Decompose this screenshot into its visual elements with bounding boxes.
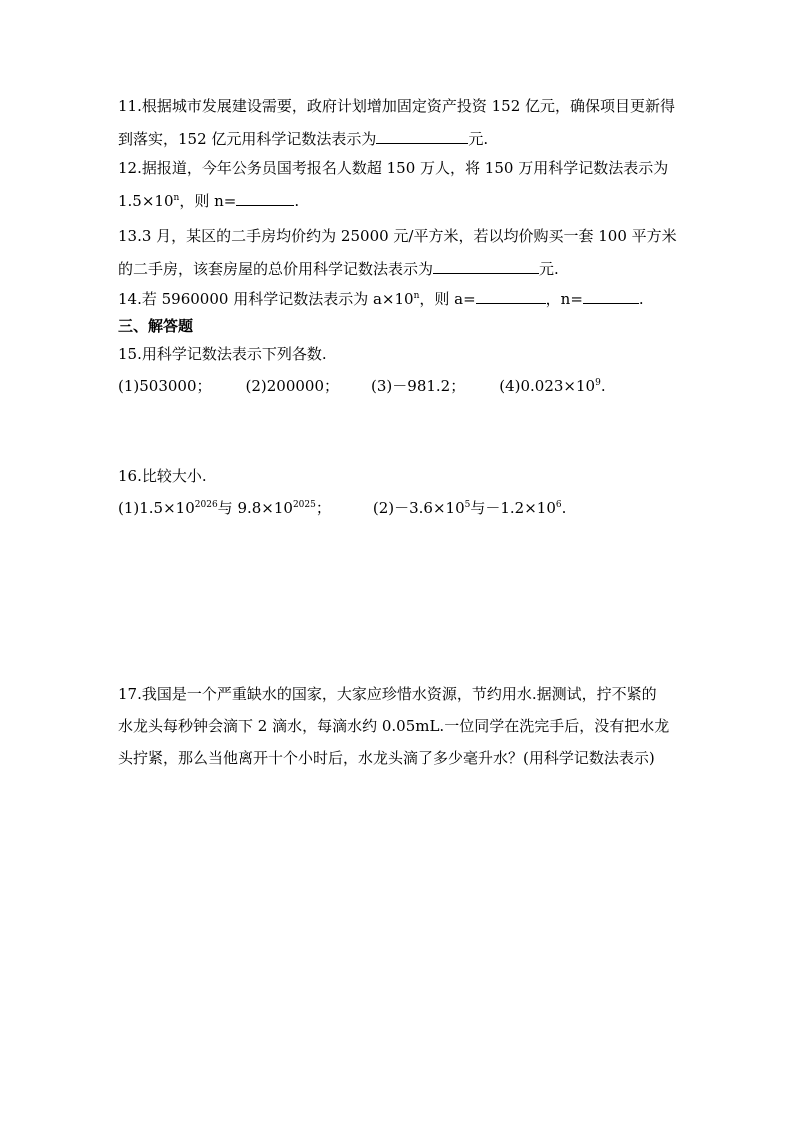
q17-line2: 水龙头每秒钟会滴下 2 滴水，每滴水约 0.05mL.一位同学在洗完手后，没有把水龙 <box>118 717 670 735</box>
q14-n-blank[interactable] <box>583 288 639 304</box>
q14-mid1: ，则 a= <box>419 290 476 308</box>
q11-answer-blank[interactable] <box>376 128 468 144</box>
q16-part1-b: 与 9.8×10 <box>217 499 293 517</box>
q16-parts <box>118 498 566 518</box>
q12-mid: ，则 n= <box>179 192 237 210</box>
q16-part1-exp1: 2026 <box>194 500 218 510</box>
q12-answer-blank[interactable] <box>236 190 294 206</box>
q13-line1: 13.3 月，某区的二手房均价约为 25000 元/平方米，若以均价购买一套 100 平方米 <box>118 227 677 245</box>
q15-part4-period: . <box>600 377 606 395</box>
q14-line <box>118 288 644 309</box>
q11-unit: 元. <box>468 130 489 148</box>
q13-line2-text: 的二手房，该套房屋的总价用科学记数法表示为 <box>118 260 434 278</box>
q12-exponent: n <box>173 193 180 203</box>
q12-line1: 12.据报道，今年公务员国考报名人数超 150 万人，将 150 万用科学记数法表示为 <box>118 159 669 177</box>
q13-answer-blank[interactable] <box>433 258 539 274</box>
section-heading-answers: 三、解答题 <box>118 317 194 335</box>
q15-parts <box>118 376 606 396</box>
q11-line2 <box>118 128 488 149</box>
q13-line2 <box>118 258 559 279</box>
q14-a-blank[interactable] <box>476 288 546 304</box>
q11-line1: 11.根据城市发展建设需要，政府计划增加固定资产投资 152 亿元，确保项目更新得 <box>118 97 676 115</box>
q15-part3: (3)－981.2； <box>371 377 466 395</box>
q15-part4-exponent: 9 <box>595 378 601 388</box>
q14-period: . <box>638 290 644 308</box>
q16-part2-b: 与－1.2×10 <box>470 499 556 517</box>
q14-mid2: ，n= <box>545 290 583 308</box>
q14-exponent: n <box>413 291 420 301</box>
q16-part2-exp2: 6 <box>555 500 562 510</box>
q16-part1-c: ； <box>315 499 331 517</box>
q12-period: . <box>294 192 300 210</box>
q15-stem: 15.用科学记数法表示下列各数. <box>118 345 327 363</box>
q15-part2: (2)200000； <box>245 377 340 395</box>
q15-part1: (1)503000； <box>118 377 212 395</box>
q16-part2-a: (2)－3.6×10 <box>372 499 465 517</box>
q11-line2-text: 到落实，152 亿元用科学记数法表示为 <box>118 130 377 148</box>
q16-part2-exp1: 5 <box>464 500 471 510</box>
q16-stem: 16.比较大小. <box>118 467 207 485</box>
q16-part1-a: (1)1.5×10 <box>118 499 195 517</box>
q17-line3: 头拧紧，那么当他离开十个小时后，水龙头滴了多少毫升水？(用科学记数法表示) <box>118 749 655 767</box>
q13-unit: 元. <box>539 260 559 278</box>
q16-part1-exp2: 2025 <box>292 500 316 510</box>
q12-line2 <box>118 190 299 211</box>
q17-line1: 17.我国是一个严重缺水的国家，大家应珍惜水资源，节约用水.据测试，拧不紧的 <box>118 685 657 703</box>
q15-part4: (4)0.023×10 <box>499 377 596 395</box>
q14-text: 14.若 5960000 用科学记数法表示为 a×10 <box>118 290 414 308</box>
q12-expr: 1.5×10 <box>118 192 174 210</box>
q16-part2-c: . <box>561 499 567 517</box>
